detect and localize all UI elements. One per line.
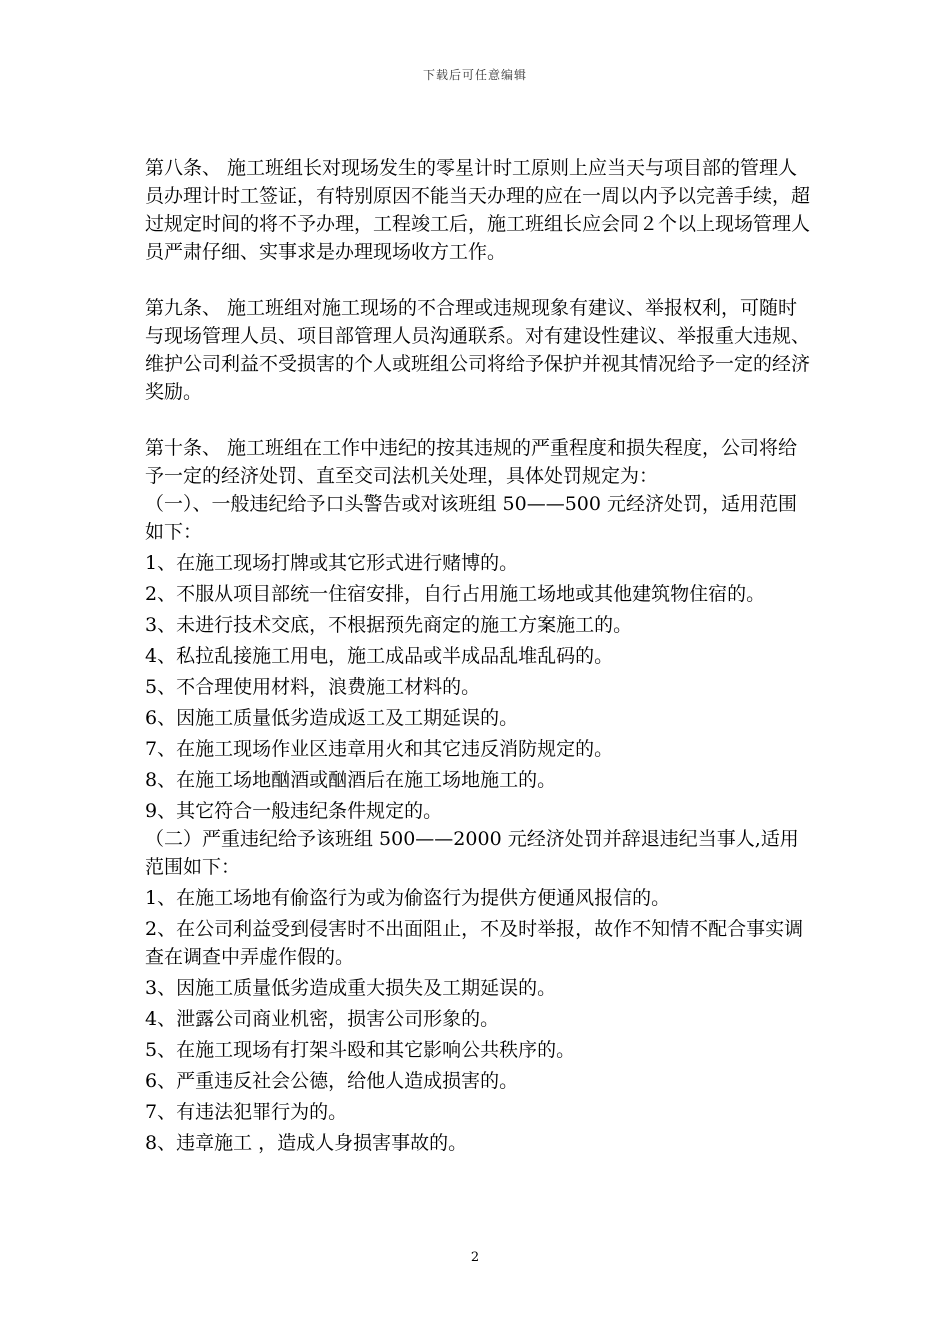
list-item: 6、严重违反社会公德，给他人造成损害的。	[145, 1070, 519, 1092]
list-item: 7、有违法犯罪行为的。	[145, 1101, 348, 1123]
list-item: 3、未进行技术交底，不根据预先商定的施工方案施工的。	[145, 614, 633, 636]
document-body	[145, 154, 815, 1157]
list-item: 1、在施工现场打牌或其它形式进行赌博的。	[145, 552, 519, 574]
list-item: 6、因施工质量低劣造成返工及工期延误的。	[145, 707, 519, 729]
list-item: 4、泄露公司商业机密，损害公司形象的。	[145, 1008, 500, 1030]
section-1-list	[145, 549, 815, 825]
list-item: 8、违章施工 ，造成人身损害事故的。	[145, 1132, 468, 1154]
section-2-heading: （二）严重违纪给予该班组 500——2000 元经济处罚并辞退违纪当事人,适用范围如下：	[145, 828, 799, 878]
page-number: 2	[470, 1250, 480, 1265]
article-8: 第八条、 施工班组长对现场发生的零星计时工原则上应当天与项目部的管理人员办理计时工签证，有特别原因不能当天办理的应在一周以内予以完善手续，超过规定时间的将不予办理，工程竣工后，施工班组长应会同２个以上现场管理人员严肃仔细、实事求是办理现场收方工作。	[145, 157, 811, 263]
list-item: 5、在施工现场有打架斗殴和其它影响公共秩序的。	[145, 1039, 576, 1061]
article-10: 第十条、 施工班组在工作中违纪的按其违规的严重程度和损失程度，公司将给予一定的经济处罚、直至交司法机关处理，具体处罚规定为：	[145, 437, 798, 487]
list-item: 1、在施工场地有偷盗行为或为偷盗行为提供方便通风报信的。	[145, 887, 671, 909]
list-item: 8、在施工场地酗酒或酗酒后在施工场地施工的。	[145, 769, 557, 791]
list-item: 3、因施工质量低劣造成重大损失及工期延误的。	[145, 977, 557, 999]
list-item: 4、私拉乱接施工用电，施工成品或半成品乱堆乱码的。	[145, 645, 614, 667]
list-item: 5、不合理使用材料，浪费施工材料的。	[145, 676, 481, 698]
list-item: 2、在公司利益受到侵害时不出面阻止，不及时举报，故作不知情不配合事实调查在调查中弄虚作假的。	[145, 918, 804, 968]
section-1-heading: （一）、一般违纪给予口头警告或对该班组 50——500 元经济处罚，适用范围如下：	[145, 493, 798, 543]
section-2-list	[145, 884, 815, 1157]
article-9: 第九条、 施工班组对施工现场的不合理或违规现象有建议、举报权利，可随时与现场管理人员、项目部管理人员沟通联系。对有建设性建议、举报重大违规、维护公司利益不受损害的个人或班组公司将给予保护并视其情况给予一定的经济奖励。	[145, 297, 811, 403]
header-note: 下载后可任意编辑	[422, 68, 527, 82]
list-item: 7、在施工现场作业区违章用火和其它违反消防规定的。	[145, 738, 614, 760]
list-item: 9、其它符合一般违纪条件规定的。	[145, 800, 443, 822]
list-item: 2、不服从项目部统一住宿安排，自行占用施工场地或其他建筑物住宿的。	[145, 583, 766, 605]
